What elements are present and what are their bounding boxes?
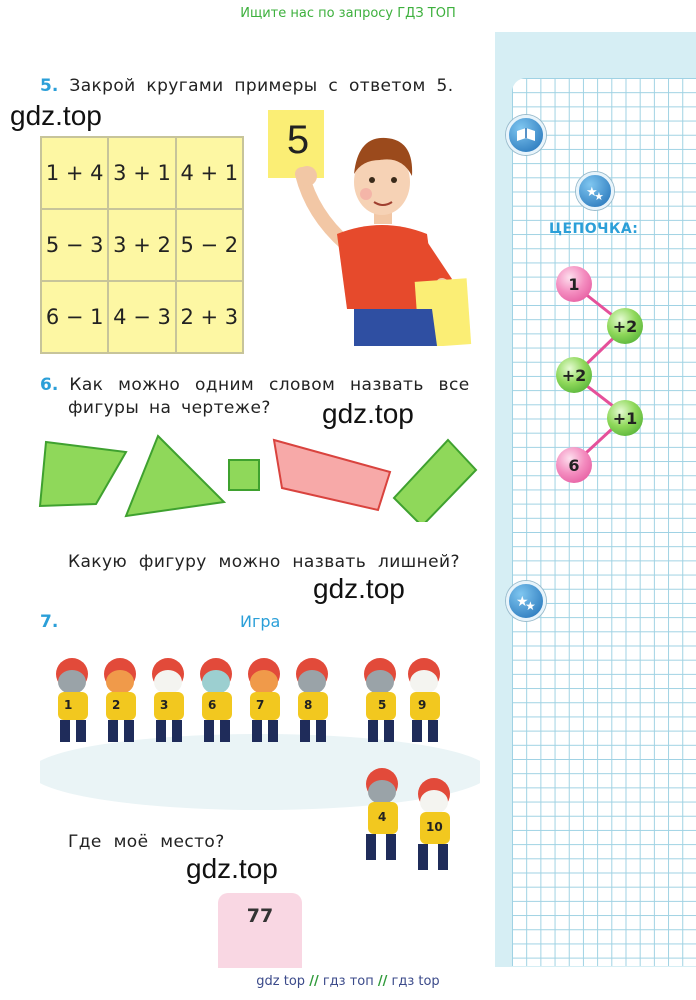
- example-cell[interactable]: 3 + 1: [108, 137, 175, 209]
- square-shape: [229, 460, 259, 490]
- quadrilateral-shape: [40, 442, 126, 506]
- task5-heading: [40, 76, 454, 96]
- grid-area: [512, 78, 696, 966]
- example-cell[interactable]: 5 − 2: [176, 209, 243, 281]
- task6-question2: Какую фигуру можно назвать лишней?: [68, 552, 460, 572]
- shapes-drawing: [38, 432, 478, 522]
- task7-title: Игра: [240, 612, 281, 631]
- jersey-number: 7: [256, 698, 265, 712]
- svg-text:★: ★: [525, 599, 536, 613]
- page-number: 77: [218, 893, 302, 968]
- example-cell[interactable]: 4 − 3: [108, 281, 175, 353]
- task6-number: 6.: [40, 375, 59, 395]
- pink-quadrilateral-shape: [274, 440, 390, 510]
- task7-number: 7.: [40, 612, 59, 632]
- jersey-number: 6: [208, 698, 217, 712]
- svg-text:★: ★: [594, 190, 604, 203]
- rectangle-shape: [394, 440, 476, 522]
- top-banner: Ищите нас по запросу ГДЗ ТОП: [240, 6, 456, 21]
- footer-link-c[interactable]: гдз top: [391, 974, 440, 989]
- book-icon: [506, 115, 546, 155]
- example-cell[interactable]: 1 + 4: [41, 137, 108, 209]
- jersey-number: 8: [304, 698, 313, 712]
- stars-icon: [576, 172, 614, 210]
- stars-icon: [506, 581, 546, 621]
- svg-text:★: ★: [586, 185, 598, 200]
- footer-link-a[interactable]: gdz top: [256, 974, 306, 989]
- task6-line1: Как можно одним словом назвать все: [69, 375, 470, 395]
- jersey-number: 10: [426, 820, 443, 834]
- chain-ball-5: 6: [556, 447, 592, 483]
- watermark: gdz.top: [313, 573, 405, 604]
- jersey-number: 5: [378, 698, 387, 712]
- footer-separator: //: [377, 974, 388, 989]
- example-cell[interactable]: 2 + 3: [176, 281, 243, 353]
- jersey-number: 3: [160, 698, 169, 712]
- task6-heading: [40, 375, 480, 395]
- chain-ball-2: +2: [607, 308, 643, 344]
- examples-table: [40, 136, 244, 354]
- chain-ball-1: 1: [556, 266, 592, 302]
- task5-number: 5.: [40, 76, 59, 96]
- task7-question: Где моё место?: [68, 832, 225, 852]
- svg-text:★: ★: [516, 594, 529, 610]
- footer-link-b[interactable]: гдз топ: [322, 974, 374, 989]
- jersey-number: 4: [378, 810, 387, 824]
- triangle-shape: [126, 436, 224, 516]
- chain-label: ЦЕПОЧКА:: [549, 221, 639, 237]
- jersey-number: 1: [64, 698, 73, 712]
- watermark: gdz.top: [186, 853, 278, 884]
- watermark: gdz.top: [10, 100, 102, 131]
- example-cell[interactable]: 5 − 3: [41, 209, 108, 281]
- watermark: gdz.top: [322, 398, 414, 429]
- example-cell[interactable]: 6 − 1: [41, 281, 108, 353]
- footer: [0, 974, 696, 989]
- example-cell[interactable]: 4 + 1: [176, 137, 243, 209]
- chain-ball-3: +2: [556, 357, 592, 393]
- task6-line2: фигуры на чертеже?: [68, 398, 271, 418]
- task5-text: Закрой кругами примеры с ответом 5.: [69, 76, 454, 96]
- example-cell[interactable]: 3 + 2: [108, 209, 175, 281]
- jersey-number: 9: [418, 698, 427, 712]
- footer-separator: //: [309, 974, 319, 989]
- card-number: 5: [286, 118, 310, 162]
- chain-ball-4: +1: [607, 400, 643, 436]
- jersey-number: 2: [112, 698, 121, 712]
